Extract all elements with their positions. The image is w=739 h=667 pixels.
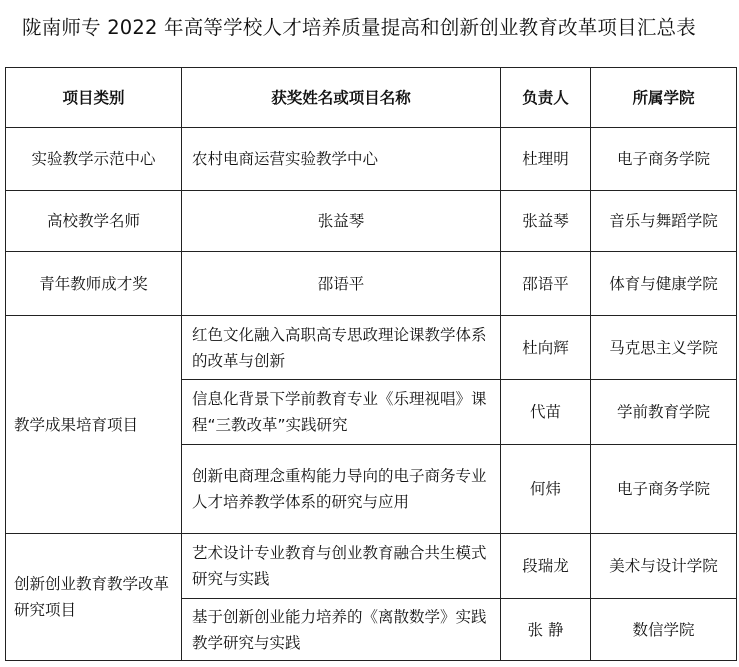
project-name-cell: 艺术设计专业教育与创业教育融合共生模式研究与实践 <box>182 534 501 599</box>
document-title: 陇南师专 2022 年高等学校人才培养质量提高和创新创业教育改革项目汇总表 <box>22 16 696 39</box>
college-cell: 数信学院 <box>591 599 737 661</box>
project-name-cell: 邵语平 <box>182 252 501 316</box>
college-cell: 马克思主义学院 <box>591 316 737 380</box>
leader-cell: 代苗 <box>501 380 591 445</box>
leader-cell: 杜向辉 <box>501 316 591 380</box>
header-category: 项目类别 <box>6 68 182 128</box>
project-name-cell: 创新电商理念重构能力导向的电子商务专业人才培养教学体系的研究与应用 <box>182 445 501 534</box>
table-row <box>6 316 737 380</box>
table-row <box>6 252 737 316</box>
leader-cell: 邵语平 <box>501 252 591 316</box>
category-cell: 青年教师成才奖 <box>6 252 182 316</box>
table-row <box>6 534 737 599</box>
college-cell: 电子商务学院 <box>591 128 737 191</box>
leader-cell: 张益琴 <box>501 191 591 252</box>
college-cell: 电子商务学院 <box>591 445 737 534</box>
table-header-row <box>6 68 737 128</box>
college-cell: 美术与设计学院 <box>591 534 737 599</box>
leader-cell: 杜理明 <box>501 128 591 191</box>
college-cell: 学前教育学院 <box>591 380 737 445</box>
project-name-cell: 红色文化融入高职高专思政理论课教学体系的改革与创新 <box>182 316 501 380</box>
table-row <box>6 191 737 252</box>
header-college: 所属学院 <box>591 68 737 128</box>
category-cell: 创新创业教育教学改革研究项目 <box>6 534 182 661</box>
project-summary-table <box>5 67 737 661</box>
project-name-cell: 基于创新创业能力培养的《离散数学》实践教学研究与实践 <box>182 599 501 661</box>
category-cell: 高校教学名师 <box>6 191 182 252</box>
leader-cell: 张 静 <box>501 599 591 661</box>
leader-cell: 段瑞龙 <box>501 534 591 599</box>
category-cell: 教学成果培育项目 <box>6 316 182 534</box>
header-project-name: 获奖姓名或项目名称 <box>182 68 501 128</box>
header-leader: 负责人 <box>501 68 591 128</box>
leader-cell: 何炜 <box>501 445 591 534</box>
category-cell: 实验教学示范中心 <box>6 128 182 191</box>
project-name-cell: 农村电商运营实验教学中心 <box>182 128 501 191</box>
college-cell: 体育与健康学院 <box>591 252 737 316</box>
college-cell: 音乐与舞蹈学院 <box>591 191 737 252</box>
project-name-cell: 信息化背景下学前教育专业《乐理视唱》课程“三教改革”实践研究 <box>182 380 501 445</box>
project-name-cell: 张益琴 <box>182 191 501 252</box>
table-row <box>6 128 737 191</box>
